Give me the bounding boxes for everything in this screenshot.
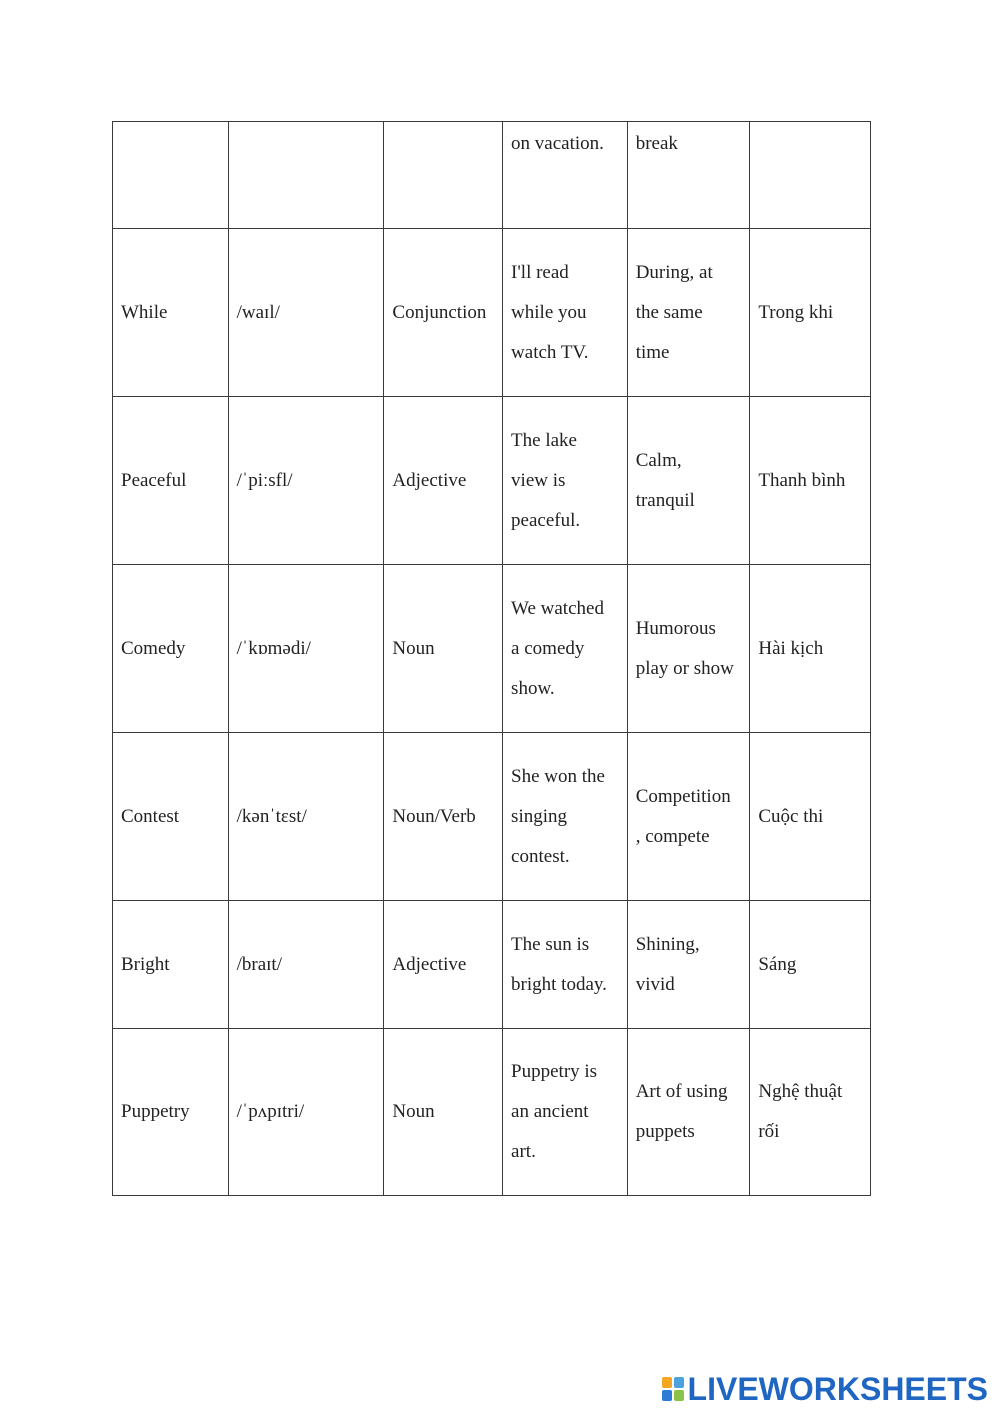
cell-line: , compete [635,825,710,847]
synonym-cell [627,901,750,1029]
type-cell: Adjective [384,901,503,1029]
cell-line: vivid [635,973,675,995]
cell-line: contest. [511,845,570,867]
table-row [113,229,871,397]
vietnamese-cell [750,565,871,733]
cell-line: Hài kịch [758,637,824,659]
synonym-cell [627,229,750,397]
type-cell: Conjunction [384,229,503,397]
cell-line: watch TV. [511,341,589,363]
cell-line: Sáng [758,953,797,975]
ipa-cell: /ˈkɒmədi/ [228,565,384,733]
cell-line: play or show [635,657,734,679]
synonym-cell [627,565,750,733]
ipa-cell: /ˈpiːsfl/ [228,397,384,565]
cell-line: Shining, [635,933,700,955]
example-cell: on vacation. [503,122,628,229]
table-row [113,397,871,565]
table-row [113,733,871,901]
cell-line: art. [511,1141,536,1162]
cell-line: During, at [635,261,713,283]
cell-line: Trong khi [758,301,834,323]
liveworksheets-brand [662,1372,988,1406]
vietnamese-cell [750,733,871,901]
cell-line: bright today. [511,973,607,995]
brand-wordmark: LIVEWORKSHEETS [687,1371,988,1407]
table-row [113,122,871,229]
cell-line: while you [511,301,587,323]
word-cell: Bright [113,901,229,1029]
example-cell [503,1029,628,1196]
example-cell [503,901,628,1029]
cell-line: time [635,341,670,363]
example-cell [503,397,628,565]
synonym-cell [627,397,750,565]
cell-line: The sun is [511,933,590,955]
type-cell: Noun/Verb [384,733,503,901]
cell-line: Puppetry is [511,1061,598,1082]
vocabulary-table [112,121,871,1196]
word-cell [113,122,229,229]
ipa-cell [228,122,384,229]
ipa-cell: /kənˈtɛst/ [228,733,384,901]
cell-line: show. [511,677,555,699]
word-cell: While [113,229,229,397]
type-cell: Adjective [384,397,503,565]
example-cell [503,229,628,397]
cell-line: Art of using [635,1081,728,1102]
example-cell [503,733,628,901]
cell-line: Competition [635,785,731,807]
table-row [113,565,871,733]
cell-line: peaceful. [511,509,581,531]
vietnamese-cell [750,1029,871,1196]
vietnamese-cell [750,901,871,1029]
cell-line: rối [758,1121,780,1142]
vietnamese-cell [750,122,871,229]
cell-line: Nghệ thuật [758,1081,843,1102]
cell-line: an ancient [511,1101,589,1122]
word-cell: Comedy [113,565,229,733]
synonym-cell [627,1029,750,1196]
cell-line: a comedy [511,637,585,659]
synonym-cell: break [627,122,750,229]
synonym-cell [627,733,750,901]
type-cell: Noun [384,1029,503,1196]
cell-line: Calm, [635,449,682,471]
cell-line: Cuộc thi [758,805,824,827]
cell-line: I'll read [511,261,569,283]
cell-line: She won the [511,765,605,787]
ipa-cell: /braɪt/ [228,901,384,1029]
word-cell: Peaceful [113,397,229,565]
cell-line: tranquil [635,489,695,511]
word-cell: Contest [113,733,229,901]
table-row [113,1029,871,1196]
type-cell [384,122,503,229]
cell-line: puppets [635,1121,695,1142]
example-cell [503,565,628,733]
cell-line: singing [511,805,567,827]
cell-line: Thanh bình [758,469,846,491]
ipa-cell: /waɪl/ [228,229,384,397]
cell-line: the same [635,301,703,323]
ipa-cell: /ˈpʌpɪtri/ [228,1029,384,1196]
cell-line: The lake [511,429,577,451]
word-cell: Puppetry [113,1029,229,1196]
vietnamese-cell [750,229,871,397]
cell-line: Humorous [635,617,716,639]
vietnamese-cell [750,397,871,565]
table-row [113,901,871,1029]
cell-line: We watched [511,597,604,619]
type-cell: Noun [384,565,503,733]
cell-line: view is [511,469,566,491]
liveworksheets-logo-icon [662,1377,684,1401]
